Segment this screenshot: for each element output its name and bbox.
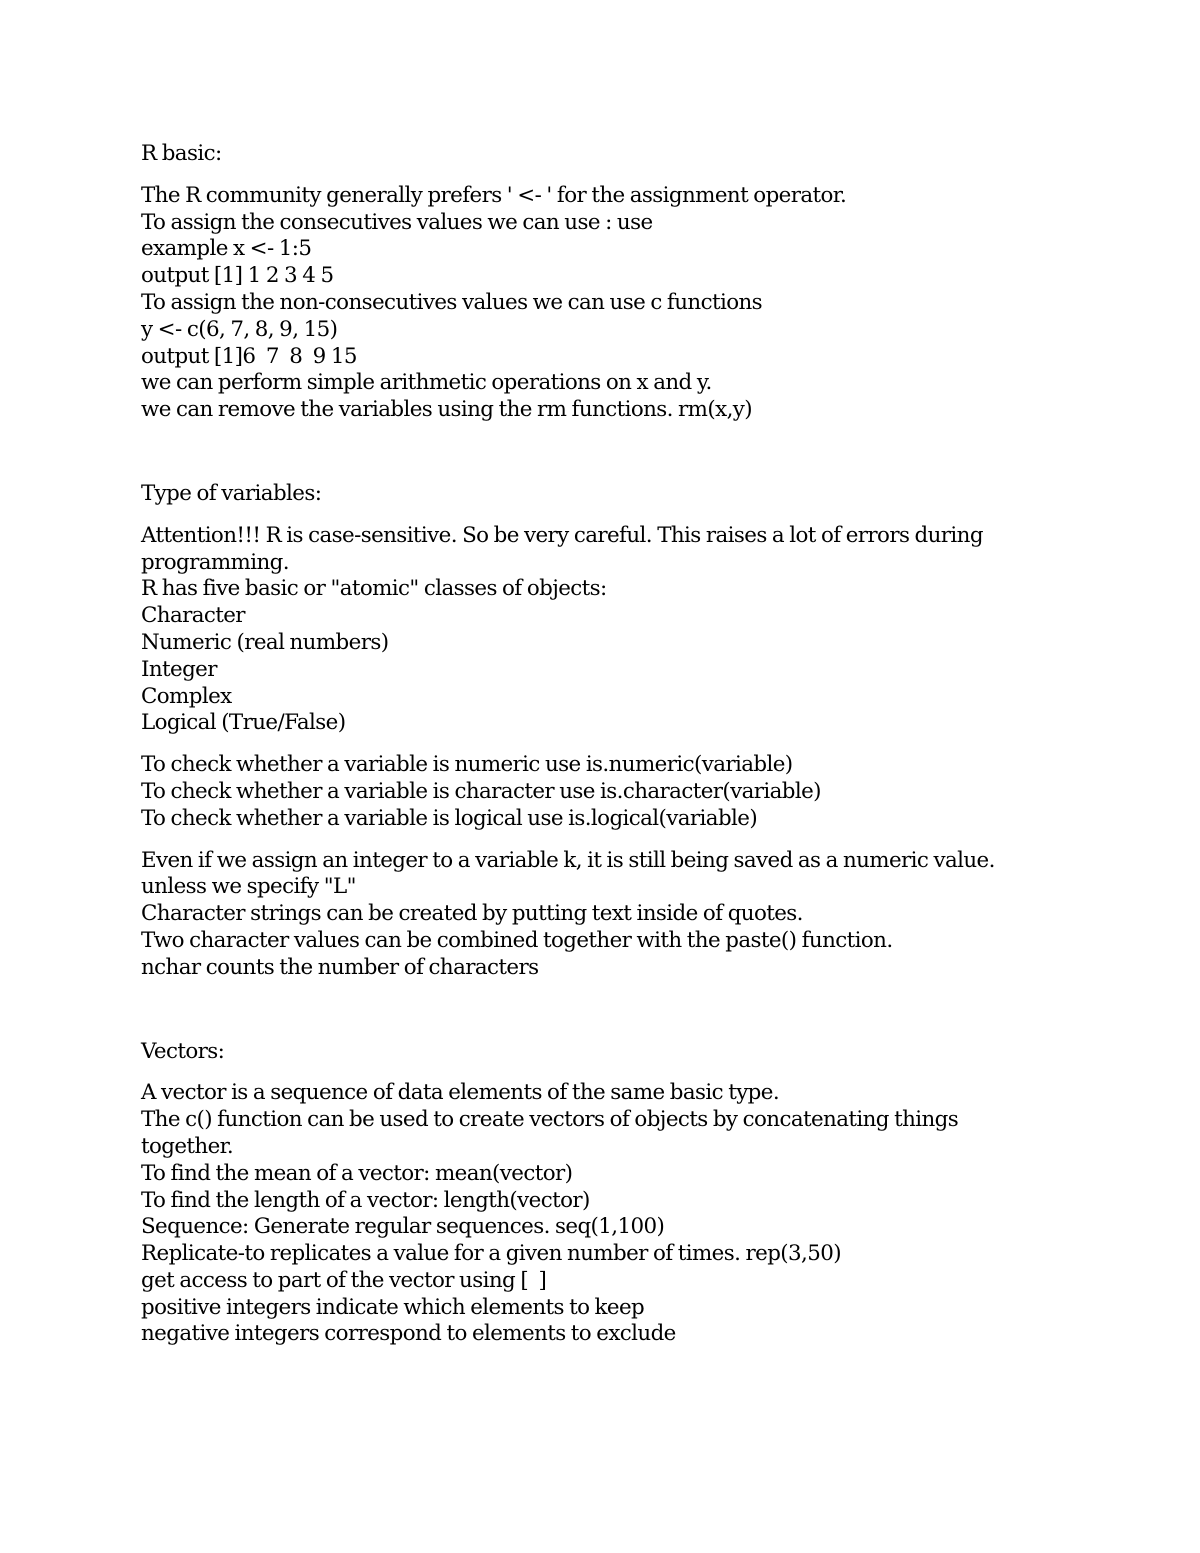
- text-line: Logical (True/False): [141, 710, 346, 736]
- text-line: Sequence: Generate regular sequences. seq(1,100): [141, 1214, 665, 1240]
- text-line: we can perform simple arithmetic operations on x and y.: [141, 370, 712, 396]
- text-line: we can remove the variables using the rm functions. rm(x,y): [141, 397, 752, 423]
- section-body-vectors: [141, 1080, 1041, 1348]
- section-body-types-2: [141, 752, 1041, 832]
- text-line: To check whether a variable is numeric use is.numeric(variable): [141, 752, 793, 778]
- text-line: To assign the consecutives values we can use : use: [141, 209, 653, 235]
- text-line: unless we specify "L": [141, 874, 356, 900]
- section-body-types-1: [141, 523, 1041, 737]
- text-line: nchar counts the number of characters: [141, 954, 539, 980]
- text-line: The c() function can be used to create vectors of objects by concatenating things: [141, 1107, 959, 1133]
- text-line: get access to part of the vector using [ ]: [141, 1267, 547, 1293]
- text-line: To find the length of a vector: length(vector): [141, 1187, 590, 1213]
- text-line: Even if we assign an integer to a variable k, it is still being saved as a numeric value.: [141, 847, 995, 873]
- text-line: output [1] 1 2 3 4 5: [141, 263, 334, 289]
- text-line: programming.: [141, 549, 289, 575]
- text-line: To check whether a variable is character use is.character(variable): [141, 778, 821, 804]
- text-line: To check whether a variable is logical use is.logical(variable): [141, 805, 758, 831]
- section-body-r-basic: [141, 183, 1041, 424]
- text-line: To find the mean of a vector: mean(vector): [141, 1160, 573, 1186]
- section-title-vectors: Vectors:: [141, 1038, 225, 1064]
- text-line: Two character values can be combined together with the paste() function.: [141, 927, 893, 953]
- text-line: R has five basic or "atomic" classes of objects:: [141, 576, 607, 602]
- text-line: Character: [141, 603, 245, 629]
- text-line: Replicate-to replicates a value for a given number of times. rep(3,50): [141, 1241, 842, 1267]
- text-line: example x <- 1:5: [141, 236, 312, 262]
- text-line: Character strings can be created by putting text inside of quotes.: [141, 901, 803, 927]
- text-line: Integer: [141, 656, 217, 682]
- text-line: Numeric (real numbers): [141, 629, 389, 655]
- section-title-r-basic: R basic:: [141, 141, 222, 166]
- section-body-types-3: [141, 848, 1041, 982]
- text-line: y <- c(6, 7, 8, 9, 15): [141, 316, 338, 342]
- document-page: [141, 141, 1041, 1348]
- text-line: together.: [141, 1133, 234, 1159]
- text-line: A vector is a sequence of data elements of the same basic type.: [141, 1080, 780, 1106]
- text-line: output [1]6 7 8 9 15: [141, 343, 357, 369]
- text-line: To assign the non-consecutives values we can use c functions: [141, 289, 763, 315]
- section-title-types: Type of variables:: [141, 480, 322, 506]
- text-line: positive integers indicate which elements to keep: [141, 1294, 645, 1320]
- text-line: The R community generally prefers ' <- ' for the assignment operator.: [141, 182, 847, 208]
- text-line: Attention!!! R is case-sensitive. So be very careful. This raises a lot of errors during: [141, 522, 983, 548]
- text-line: negative integers correspond to elements to exclude: [141, 1321, 676, 1347]
- text-line: Complex: [141, 683, 232, 709]
